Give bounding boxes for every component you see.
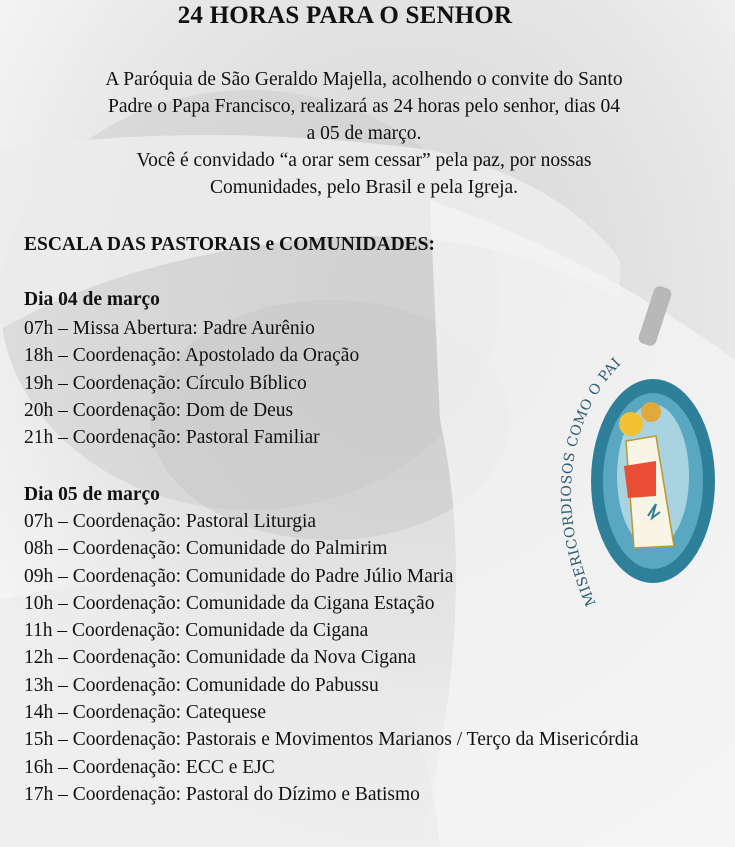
list-item: 10h – Coordenação: Comunidade da Cigana Estação xyxy=(24,592,435,614)
list-item: 16h – Coordenação: ECC e EJC xyxy=(24,756,275,778)
day1-heading: Dia 04 de março xyxy=(24,289,160,310)
list-item: 07h – Coordenação: Pastoral Liturgia xyxy=(24,511,317,532)
list-item: 19h – Coordenação: Círculo Bíblico xyxy=(24,372,307,394)
schedule-heading: ESCALA DAS PASTORAIS e COMUNIDADES: xyxy=(24,234,436,255)
list-item: 13h – Coordenação: Comunidade do Pabussu xyxy=(24,674,379,696)
list-item: 11h – Coordenação: Comunidade da Cigana xyxy=(24,620,369,642)
list-item: 17h – Coordenação: Pastoral do Dízimo e Batismo xyxy=(24,783,420,805)
intro-line: Você é convidado “a orar sem cessar” pela paz, por nossas xyxy=(136,150,592,171)
logo-arc-text: MISERICORDIOSOS COMO O PAI xyxy=(558,354,625,609)
list-item: 09h – Coordenação: Comunidade do Padre Júlio Maria xyxy=(24,565,454,587)
page-title: 24 HORAS PARA O SENHOR xyxy=(177,2,513,29)
day1-list xyxy=(24,315,694,451)
intro-paragraph xyxy=(20,66,708,201)
list-item: 15h – Coordenação: Pastorais e Movimentos Marianos / Terço da Misericórdia xyxy=(24,729,639,751)
list-item: 21h – Coordenação: Pastoral Familiar xyxy=(24,427,320,449)
intro-line: Padre o Papa Francisco, realizará as 24 horas pelo senhor, dias 04 xyxy=(107,96,620,117)
list-item: 08h – Coordenação: Comunidade do Palmirim xyxy=(24,538,388,560)
list-item: 20h – Coordenação: Dom de Deus xyxy=(24,399,294,421)
day2-heading: Dia 05 de março xyxy=(24,484,160,505)
list-item: 07h – Missa Abertura: Padre Aurênio xyxy=(24,318,315,339)
intro-line: Comunidades, pelo Brasil e pela Igreja. xyxy=(209,177,519,198)
list-item: 14h – Coordenação: Catequese xyxy=(24,702,267,724)
intro-line: a 05 de março. xyxy=(306,123,422,144)
intro-line: A Paróquia de São Geraldo Majella, acolhendo o convite do Santo xyxy=(105,69,623,90)
list-item: 12h – Coordenação: Comunidade da Nova Cigana xyxy=(24,647,417,669)
list-item: 18h – Coordenação: Apostolado da Oração xyxy=(24,345,360,367)
day2-list xyxy=(24,508,694,808)
